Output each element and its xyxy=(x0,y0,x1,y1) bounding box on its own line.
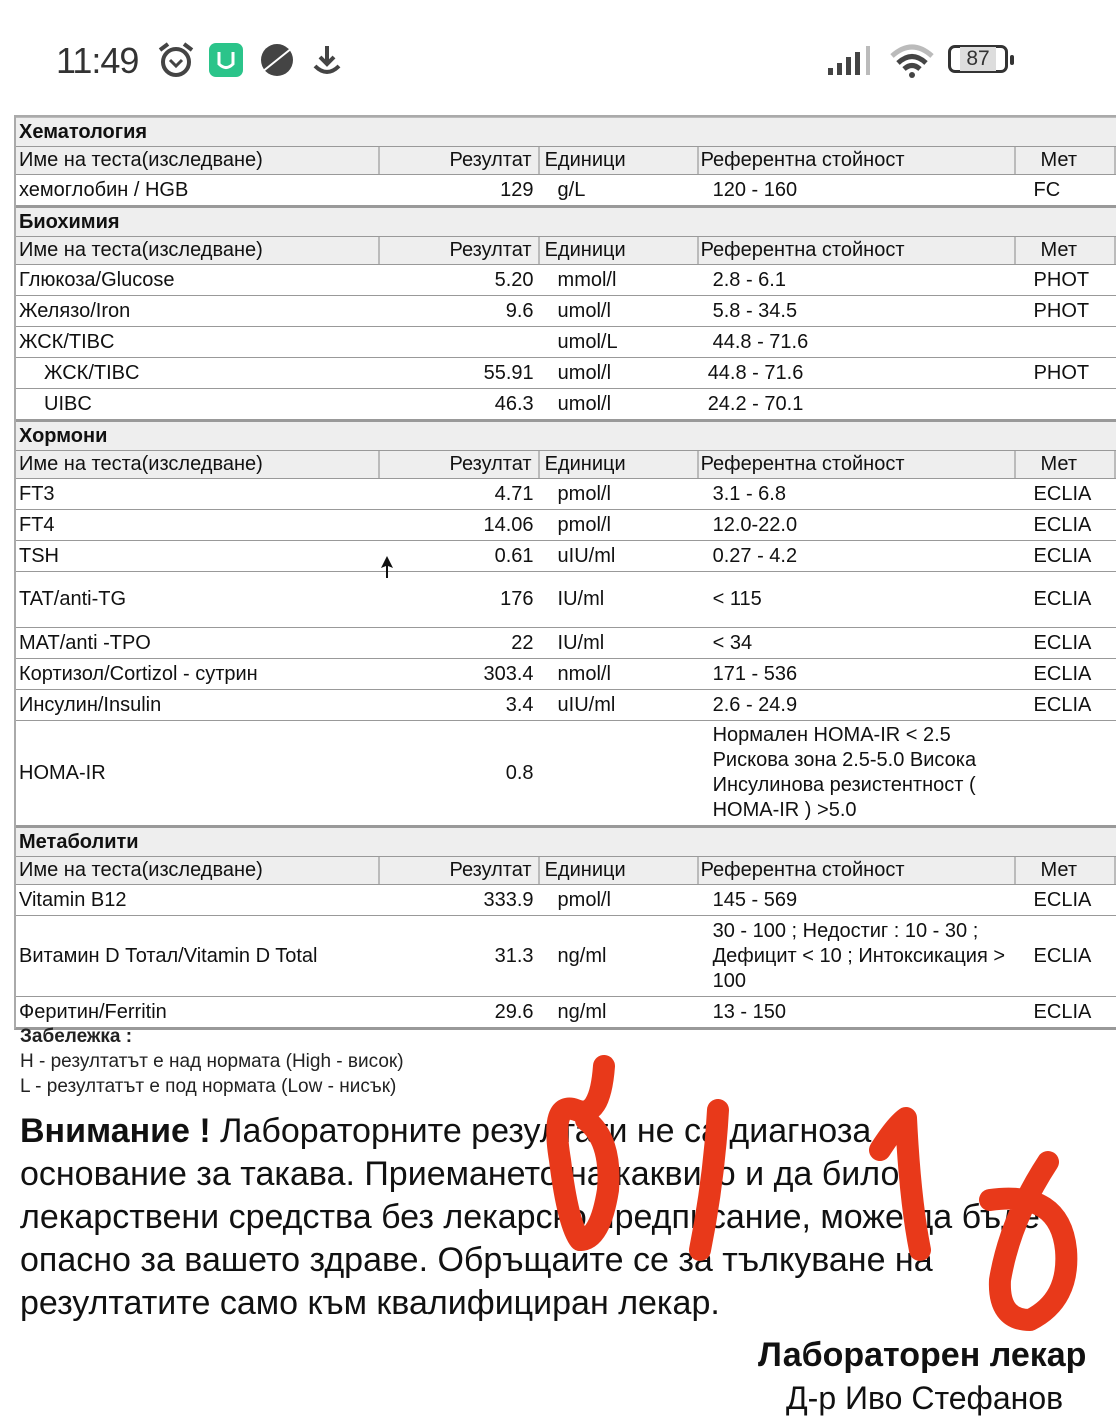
cell-units: umol/l xyxy=(557,361,612,384)
column-header-method: Мет xyxy=(1016,237,1116,264)
note-low: L - резултатът е под нормата (Low - нисък) xyxy=(20,1076,397,1097)
cell-units: pmol/l xyxy=(557,888,611,911)
section-header xyxy=(16,826,1116,857)
cell-result: 5.20 xyxy=(494,268,534,291)
cell-reference: 44.8 - 71.6 xyxy=(707,361,804,384)
column-header-result: Резултат xyxy=(380,451,540,478)
cell-name: Инсулин/Insulin xyxy=(19,693,162,716)
table-row xyxy=(16,265,1116,296)
cell-reference: 24.2 - 70.1 xyxy=(707,392,804,415)
cell-name: ЖСК/TIBC xyxy=(44,361,140,384)
column-header-method: Мет xyxy=(1016,147,1116,174)
table-row xyxy=(16,175,1116,206)
status-bar xyxy=(0,0,1080,110)
cell-result: 129 xyxy=(500,178,534,201)
table-row xyxy=(16,296,1116,327)
table-row xyxy=(16,510,1116,541)
table-row xyxy=(16,358,1116,389)
cell-method: ECLIA xyxy=(1033,482,1092,505)
table-row xyxy=(16,885,1116,916)
cell-units: pmol/l xyxy=(557,513,611,536)
cell-units: ng/ml xyxy=(557,1000,607,1023)
cell-reference: 44.8 - 71.6 xyxy=(712,330,809,353)
cell-units: uIU/ml xyxy=(557,544,616,567)
cell-reference: 120 - 160 xyxy=(712,178,798,201)
column-header-reference: Референтна стойност xyxy=(699,147,1017,174)
warning-text xyxy=(20,1110,1070,1325)
table-row xyxy=(16,916,1116,997)
cell-result: 9.6 xyxy=(505,299,534,322)
column-header-reference: Референтна стойност xyxy=(699,857,1017,884)
cell-result: 0.61 xyxy=(494,544,534,567)
cell-method: ECLIA xyxy=(1033,944,1092,967)
cell-name: Vitamin B12 xyxy=(19,888,127,911)
section-title: Метаболити xyxy=(19,830,139,853)
cell-units: IU/ml xyxy=(557,631,605,654)
cell-reference: 2.8 - 6.1 xyxy=(712,268,786,291)
cell-result: 0.8 xyxy=(505,761,534,784)
table-row xyxy=(16,659,1116,690)
column-header-row xyxy=(16,857,1116,885)
cell-method: ECLIA xyxy=(1033,693,1092,716)
cell-result: 14.06 xyxy=(483,513,534,536)
status-time: 11:49 xyxy=(56,40,139,81)
cell-method: PHOT xyxy=(1033,268,1090,291)
cell-name: FT4 xyxy=(19,513,55,536)
column-header-units: Единици xyxy=(540,237,699,264)
cell-reference: < 34 xyxy=(712,631,753,654)
download-icon xyxy=(312,42,342,78)
signal-icon xyxy=(826,44,876,76)
results-table xyxy=(14,115,1116,1030)
cell-name: ЖСК/TIBC xyxy=(19,330,115,353)
column-header-reference: Референтна стойност xyxy=(699,451,1017,478)
cell-method: ECLIA xyxy=(1033,513,1092,536)
cell-units: ng/ml xyxy=(557,944,607,967)
cell-method: ECLIA xyxy=(1033,631,1092,654)
notes-title: Забележка : xyxy=(20,1026,133,1047)
cell-name: Желязо/Iron xyxy=(19,299,131,322)
cell-result: 303.4 xyxy=(483,662,534,685)
column-header-row xyxy=(16,237,1116,265)
cell-result: 55.91 xyxy=(483,361,534,384)
table-row xyxy=(16,327,1116,358)
cell-reference: 12.0-22.0 xyxy=(712,513,798,536)
signature-name: Д-р Иво Стефанов xyxy=(786,1380,1064,1416)
table-row xyxy=(16,572,1116,628)
cell-method: ECLIA xyxy=(1033,662,1092,685)
column-header-result: Резултат xyxy=(380,857,540,884)
cell-name: TSH xyxy=(19,544,59,567)
column-header-method: Мет xyxy=(1016,451,1116,478)
column-header-name: Име на теста(изследване) xyxy=(16,237,380,264)
cell-result: 31.3 xyxy=(494,944,534,967)
cell-method xyxy=(1017,721,1116,825)
cell-result: 46.3 xyxy=(494,392,534,415)
cell-name: Глюкоза/Glucose xyxy=(19,268,175,291)
cell-units xyxy=(540,721,699,825)
cell-method: ECLIA xyxy=(1033,1000,1092,1023)
cell-units: uIU/ml xyxy=(557,693,616,716)
cell-name: Кортизол/Cortizol - сутрин xyxy=(19,662,258,685)
wifi-icon xyxy=(888,42,936,80)
cell-method: ECLIA xyxy=(1033,588,1092,610)
mi-app-icon xyxy=(208,42,244,78)
cell-method: ECLIA xyxy=(1033,888,1092,911)
cell-reference: 30 - 100 ; Недостиг : 10 - 30 ; Дефицит < 10 ; Интоксикация > 100 xyxy=(712,919,1006,992)
column-header-name: Име на теста(изследване) xyxy=(16,451,380,478)
cell-units: IU/ml xyxy=(557,588,605,610)
cell-name: FT3 xyxy=(19,482,55,505)
cell-units: umol/l xyxy=(557,299,611,322)
column-header-name: Име на теста(изследване) xyxy=(16,857,380,884)
cell-name: Витамин D Тотал/Vitamin D Total xyxy=(19,944,318,967)
table-row xyxy=(16,628,1116,659)
cell-units: umol/L xyxy=(557,330,618,353)
cell-name: HOMA-IR xyxy=(19,761,106,784)
cell-result: 176 xyxy=(500,588,534,610)
cell-reference: 13 - 150 xyxy=(712,1000,786,1023)
column-header-units: Единици xyxy=(540,451,699,478)
cell-name: хемоглобин / HGB xyxy=(19,178,189,201)
section-header xyxy=(16,206,1116,237)
note-high: H - резултатът е над нормата (High - висок) xyxy=(20,1051,404,1072)
cell-reference: Нормален HOMA-IR < 2.5 Рискова зона 2.5-5.0 Висока Инсулинова резистентност ( HOMA-IR ) >5.0 xyxy=(712,724,977,821)
cell-result: 333.9 xyxy=(483,888,534,911)
column-header-reference: Референтна стойност xyxy=(699,237,1017,264)
cell-result: 29.6 xyxy=(494,1000,534,1023)
cell-reference: 5.8 - 34.5 xyxy=(712,299,798,322)
column-header-units: Единици xyxy=(540,147,699,174)
cell-units: pmol/l xyxy=(557,482,611,505)
table-row xyxy=(16,721,1116,826)
cell-units: umol/l xyxy=(557,392,612,415)
cell-name: Феритин/Ferritin xyxy=(19,1000,167,1023)
column-header-result: Резултат xyxy=(380,237,540,264)
cell-method: ECLIA xyxy=(1033,544,1092,567)
cell-reference: < 115 xyxy=(712,588,762,610)
section-title: Хормони xyxy=(19,424,108,447)
warning-body: Лабораторните резултати не са диагноза, а основание за такава. Приемането на каквито и да било лекарствени средства без лекарско предписание, може да бъде опасно за вашето здраве. Обръщайте се за тълкуване на резултатите само към квалифициран лекар. xyxy=(20,1112,1040,1322)
cell-result: 4.71 xyxy=(494,482,534,505)
column-header-row xyxy=(16,451,1116,479)
cell-reference: 171 - 536 xyxy=(712,662,798,685)
cell-method xyxy=(1017,389,1116,419)
column-header-name: Име на теста(изследване) xyxy=(16,147,380,174)
column-header-method: Мет xyxy=(1016,857,1116,884)
table-row xyxy=(16,479,1116,510)
warning-label: Внимание ! xyxy=(20,1112,211,1150)
cell-reference: 145 - 569 xyxy=(712,888,798,911)
cell-reference: 2.6 - 24.9 xyxy=(712,693,798,716)
table-row xyxy=(16,541,1116,572)
cell-method: PHOT xyxy=(1033,299,1090,322)
column-header-row xyxy=(16,147,1116,175)
planet-icon xyxy=(258,42,298,78)
cell-units: nmol/l xyxy=(557,662,611,685)
cell-reference: 0.27 - 4.2 xyxy=(712,544,798,567)
battery-icon xyxy=(948,45,1008,73)
battery-level: 87 xyxy=(960,47,995,71)
notes xyxy=(20,1024,404,1099)
cell-units: g/L xyxy=(557,178,586,201)
cell-result: 22 xyxy=(511,631,534,654)
cell-method: PHOT xyxy=(1033,361,1090,384)
cell-name: TAT/anti-TG xyxy=(19,588,127,610)
column-header-units: Единици xyxy=(540,857,699,884)
cell-result: 3.4 xyxy=(505,693,534,716)
table-row xyxy=(16,690,1116,721)
signature-title: Лабораторен лекар xyxy=(758,1336,1087,1374)
section-header xyxy=(16,420,1116,451)
section-header xyxy=(16,117,1116,147)
cell-units: mmol/l xyxy=(557,268,617,291)
section-title: Биохимия xyxy=(19,210,120,233)
cell-result xyxy=(380,327,540,357)
cell-name: MAT/anti -TPO xyxy=(19,631,151,654)
alarm-icon xyxy=(156,42,196,78)
table-row xyxy=(16,389,1116,420)
mouse-cursor-icon xyxy=(380,556,394,580)
column-header-result: Резултат xyxy=(380,147,540,174)
section-title: Хематология xyxy=(19,120,148,143)
cell-reference: 3.1 - 6.8 xyxy=(712,482,786,505)
cell-name: UIBC xyxy=(44,392,92,415)
cell-method xyxy=(1017,327,1116,357)
cell-method: FC xyxy=(1033,178,1061,201)
